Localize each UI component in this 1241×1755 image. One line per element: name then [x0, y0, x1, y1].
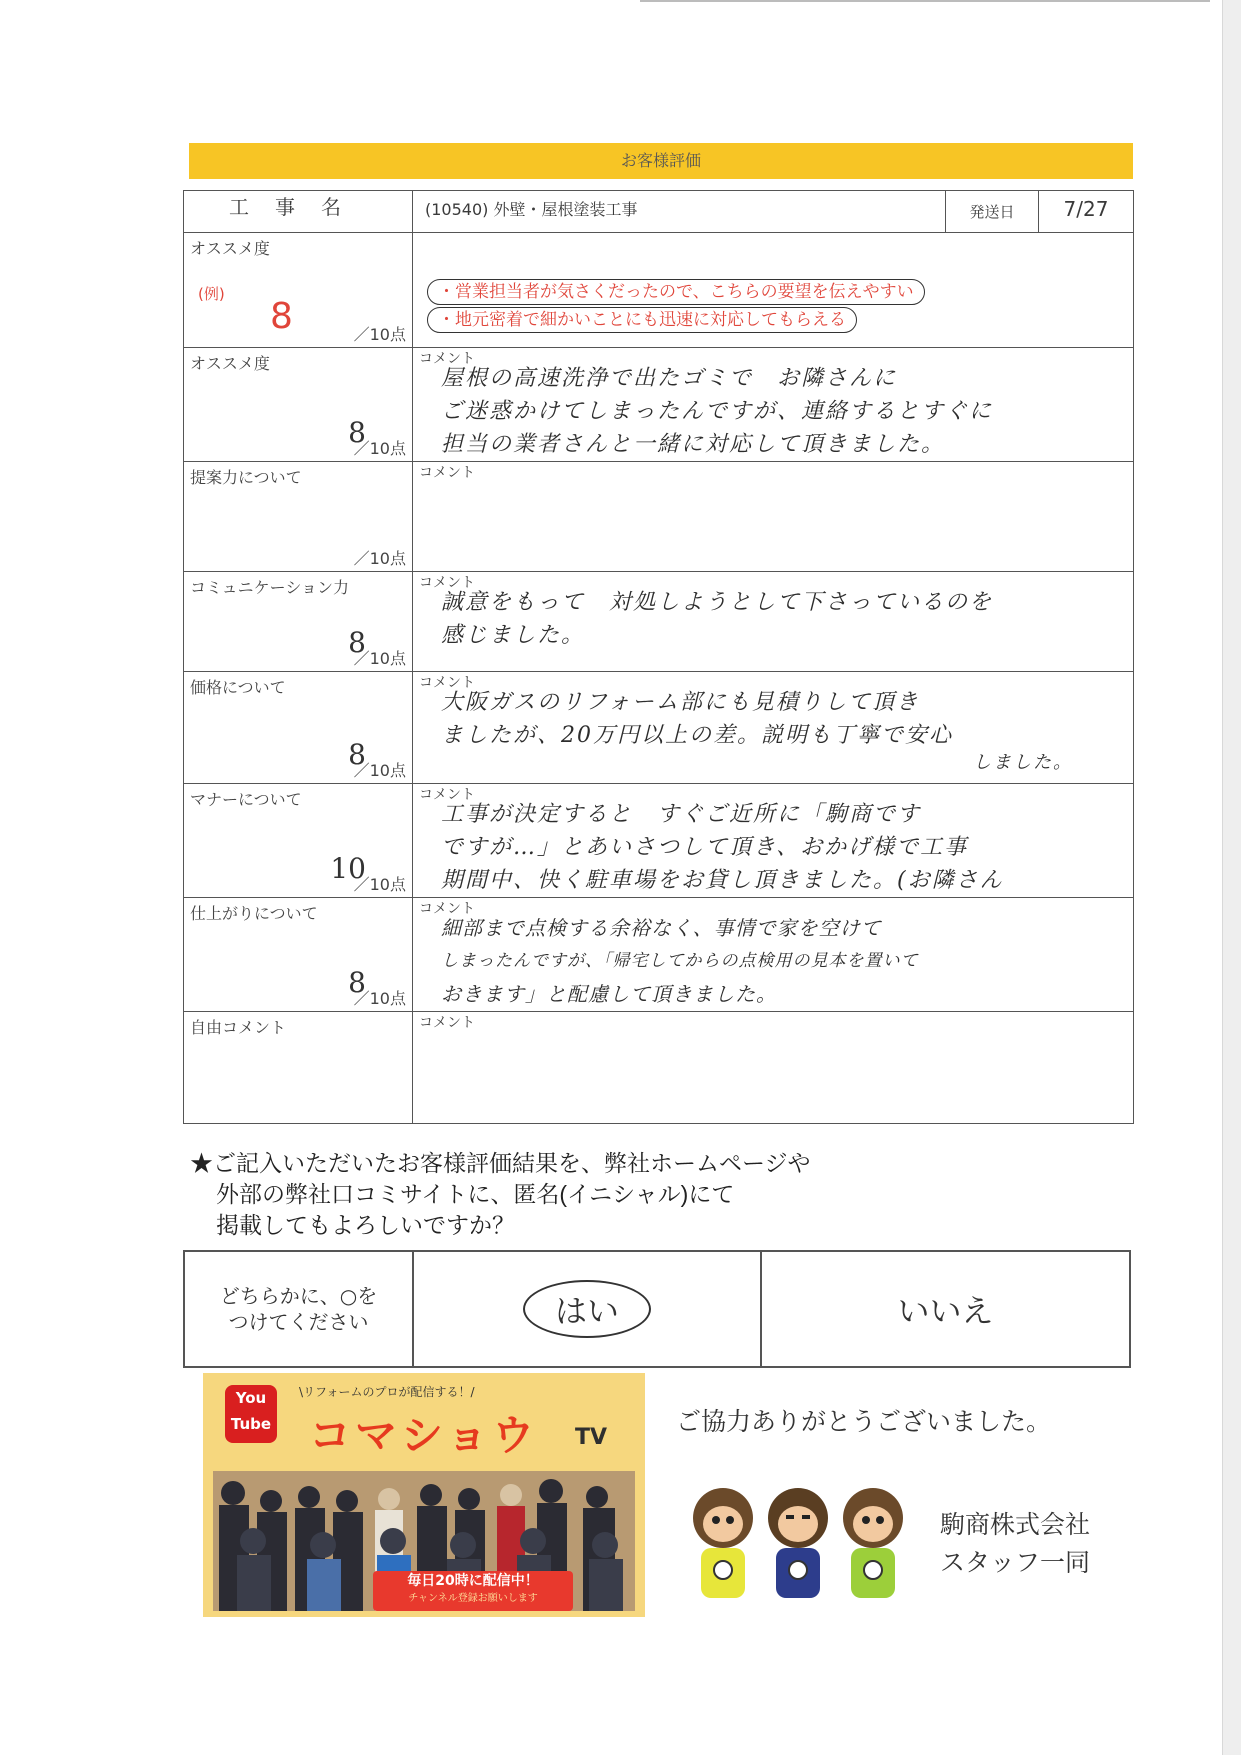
comment-line: おきます」と配慮して頂きました。	[441, 982, 777, 1006]
comment-label: コメント	[419, 465, 475, 481]
consent-question-line: 外部の弊社口コミサイトに、匿名(イニシャル)にて	[216, 1181, 735, 1207]
company-signature	[940, 1506, 1090, 1582]
score-unit: ／10点	[353, 649, 406, 668]
example-comment-line: ・営業担当者が気さくだったので、こちらの要望を伝えやすい	[427, 279, 925, 305]
score-row-label-cell	[184, 672, 413, 784]
monkey-mascots-icon	[683, 1478, 913, 1608]
criterion-label: コミュニケーション力	[190, 578, 350, 597]
broadcast-strip-main: 毎日20時に配信中！	[407, 1573, 539, 1589]
score-value: 8	[348, 626, 366, 659]
comment-line: 工事が決定すると すぐご近所に「駒商です	[441, 802, 922, 827]
consent-yes-option[interactable]	[413, 1251, 761, 1367]
criterion-label: マナーについて	[190, 790, 302, 809]
scan-top-line	[640, 0, 1210, 2]
youtube-logo-bottom: Tube	[230, 1415, 272, 1433]
score-value: 8	[348, 416, 366, 449]
comment-label: コメント	[419, 1015, 475, 1031]
consent-no-option[interactable]	[761, 1251, 1130, 1367]
example-row-label-cell	[184, 233, 413, 348]
broadcast-strip-sub: チャンネル登録お願いします	[408, 1593, 538, 1604]
example-score-unit: ／10点	[353, 325, 406, 344]
comment-line: ご迷惑かけてしまったんですが、連絡するとすぐに	[441, 399, 994, 424]
comment-line: 屋根の高速洗浄で出たゴミで お隣さんに	[441, 366, 898, 391]
consent-table	[183, 1250, 1131, 1368]
score-row-label-cell	[184, 572, 413, 672]
criterion-label: 価格について	[190, 678, 286, 697]
score-row-label-cell	[184, 898, 413, 1012]
comment-cell	[413, 572, 1134, 672]
sent-date-label: 発送日	[946, 191, 1039, 233]
banner-title: コマショウ	[309, 1411, 539, 1460]
example-comment-cell	[413, 233, 1134, 348]
example-label: オススメ度	[190, 239, 270, 258]
free-comment-label-cell	[184, 1012, 413, 1124]
banner-subtitle: \リフォームのプロが配信する！/	[299, 1385, 475, 1399]
consent-no-label: いいえ	[897, 1292, 994, 1330]
example-score: 8	[270, 296, 293, 337]
comment-line: ましたが、20万円以上の差。説明も丁寧で安心	[441, 723, 953, 748]
score-unit: ／10点	[353, 439, 406, 458]
consent-yes-label: はい	[523, 1280, 651, 1338]
comment-line: 感じました。	[441, 623, 586, 648]
broadcast-strip	[373, 1571, 573, 1611]
comment-line: ですが…」とあいさつして頂き、おかげ様で工事	[441, 835, 969, 860]
consent-prompt-line: つけてください	[228, 1310, 369, 1334]
comment-cell	[413, 462, 1134, 572]
form-title: お客様評価	[189, 143, 1133, 179]
youtube-logo-top: You	[235, 1389, 267, 1407]
company-name: 駒商株式会社	[940, 1510, 1091, 1539]
score-unit: ／10点	[353, 549, 406, 568]
score-unit: ／10点	[353, 989, 406, 1008]
comment-line: 誠意をもって 対処しようとして下さっているのを	[441, 590, 994, 615]
criterion-label: 自由コメント	[190, 1018, 287, 1037]
comment-line: しまったんですが、「帰宅してからの点検用の見本を置いて	[441, 951, 919, 971]
comment-line: しました。	[973, 752, 1073, 773]
comment-line: 大阪ガスのリフォーム部にも見積りして頂き	[441, 690, 920, 715]
score-row-label-cell	[184, 348, 413, 462]
company-staff: スタッフ一同	[940, 1548, 1091, 1577]
comment-cell	[413, 784, 1134, 898]
score-unit: ／10点	[353, 875, 406, 894]
comment-line: 期間中、快く駐車場をお貸し頂きました。(お隣さん	[441, 868, 1004, 893]
criterion-label: オススメ度	[190, 354, 270, 373]
banner-tv-mark: TV	[575, 1425, 608, 1450]
comment-label: コメント	[419, 675, 475, 691]
example-tag: (例)	[198, 285, 225, 303]
comment-label: コメント	[419, 901, 475, 917]
example-comment-line: ・地元密着で細かいことにも迅速に対応してもらえる	[427, 307, 857, 333]
job-name-label: 工事名	[184, 191, 413, 233]
comment-label: コメント	[419, 787, 475, 803]
comment-cell	[413, 1012, 1134, 1124]
score-unit: ／10点	[353, 761, 406, 780]
sent-date-value: 7/27	[1039, 191, 1134, 233]
consent-question-line: 掲載してもよろしいですか？	[216, 1212, 515, 1238]
job-name-value: (10540) 外壁・屋根塗装工事	[413, 191, 946, 233]
thanks-message: ご協力ありがとうございました。	[676, 1407, 1052, 1436]
comment-line: 細部まで点検する余裕なく、事情で家を空けて	[441, 916, 882, 940]
scan-edge	[1222, 0, 1241, 1755]
comment-line: 担当の業者さんと一緒に対応して頂きました。	[441, 432, 946, 457]
criterion-label: 仕上がりについて	[190, 904, 318, 923]
consent-prompt-line: どちらかに、○を	[219, 1284, 378, 1308]
youtube-logo	[225, 1385, 277, 1443]
youtube-channel-banner[interactable]	[203, 1373, 645, 1617]
consent-prompt-cell	[184, 1251, 413, 1367]
comment-cell	[413, 348, 1134, 462]
score-value: 10	[330, 852, 366, 885]
consent-question-line: ★ご記入いただいたお客様評価結果を、弊社ホームページや	[190, 1150, 811, 1176]
score-value: 8	[348, 738, 366, 771]
comment-cell	[413, 898, 1134, 1012]
comment-label: コメント	[419, 575, 475, 591]
comment-label: コメント	[419, 351, 475, 367]
score-row-label-cell	[184, 784, 413, 898]
consent-question	[190, 1148, 811, 1241]
score-value: 8	[348, 966, 366, 999]
score-row-label-cell	[184, 462, 413, 572]
criterion-label: 提案力について	[190, 468, 302, 487]
evaluation-table	[183, 190, 1134, 1124]
comment-cell	[413, 672, 1134, 784]
